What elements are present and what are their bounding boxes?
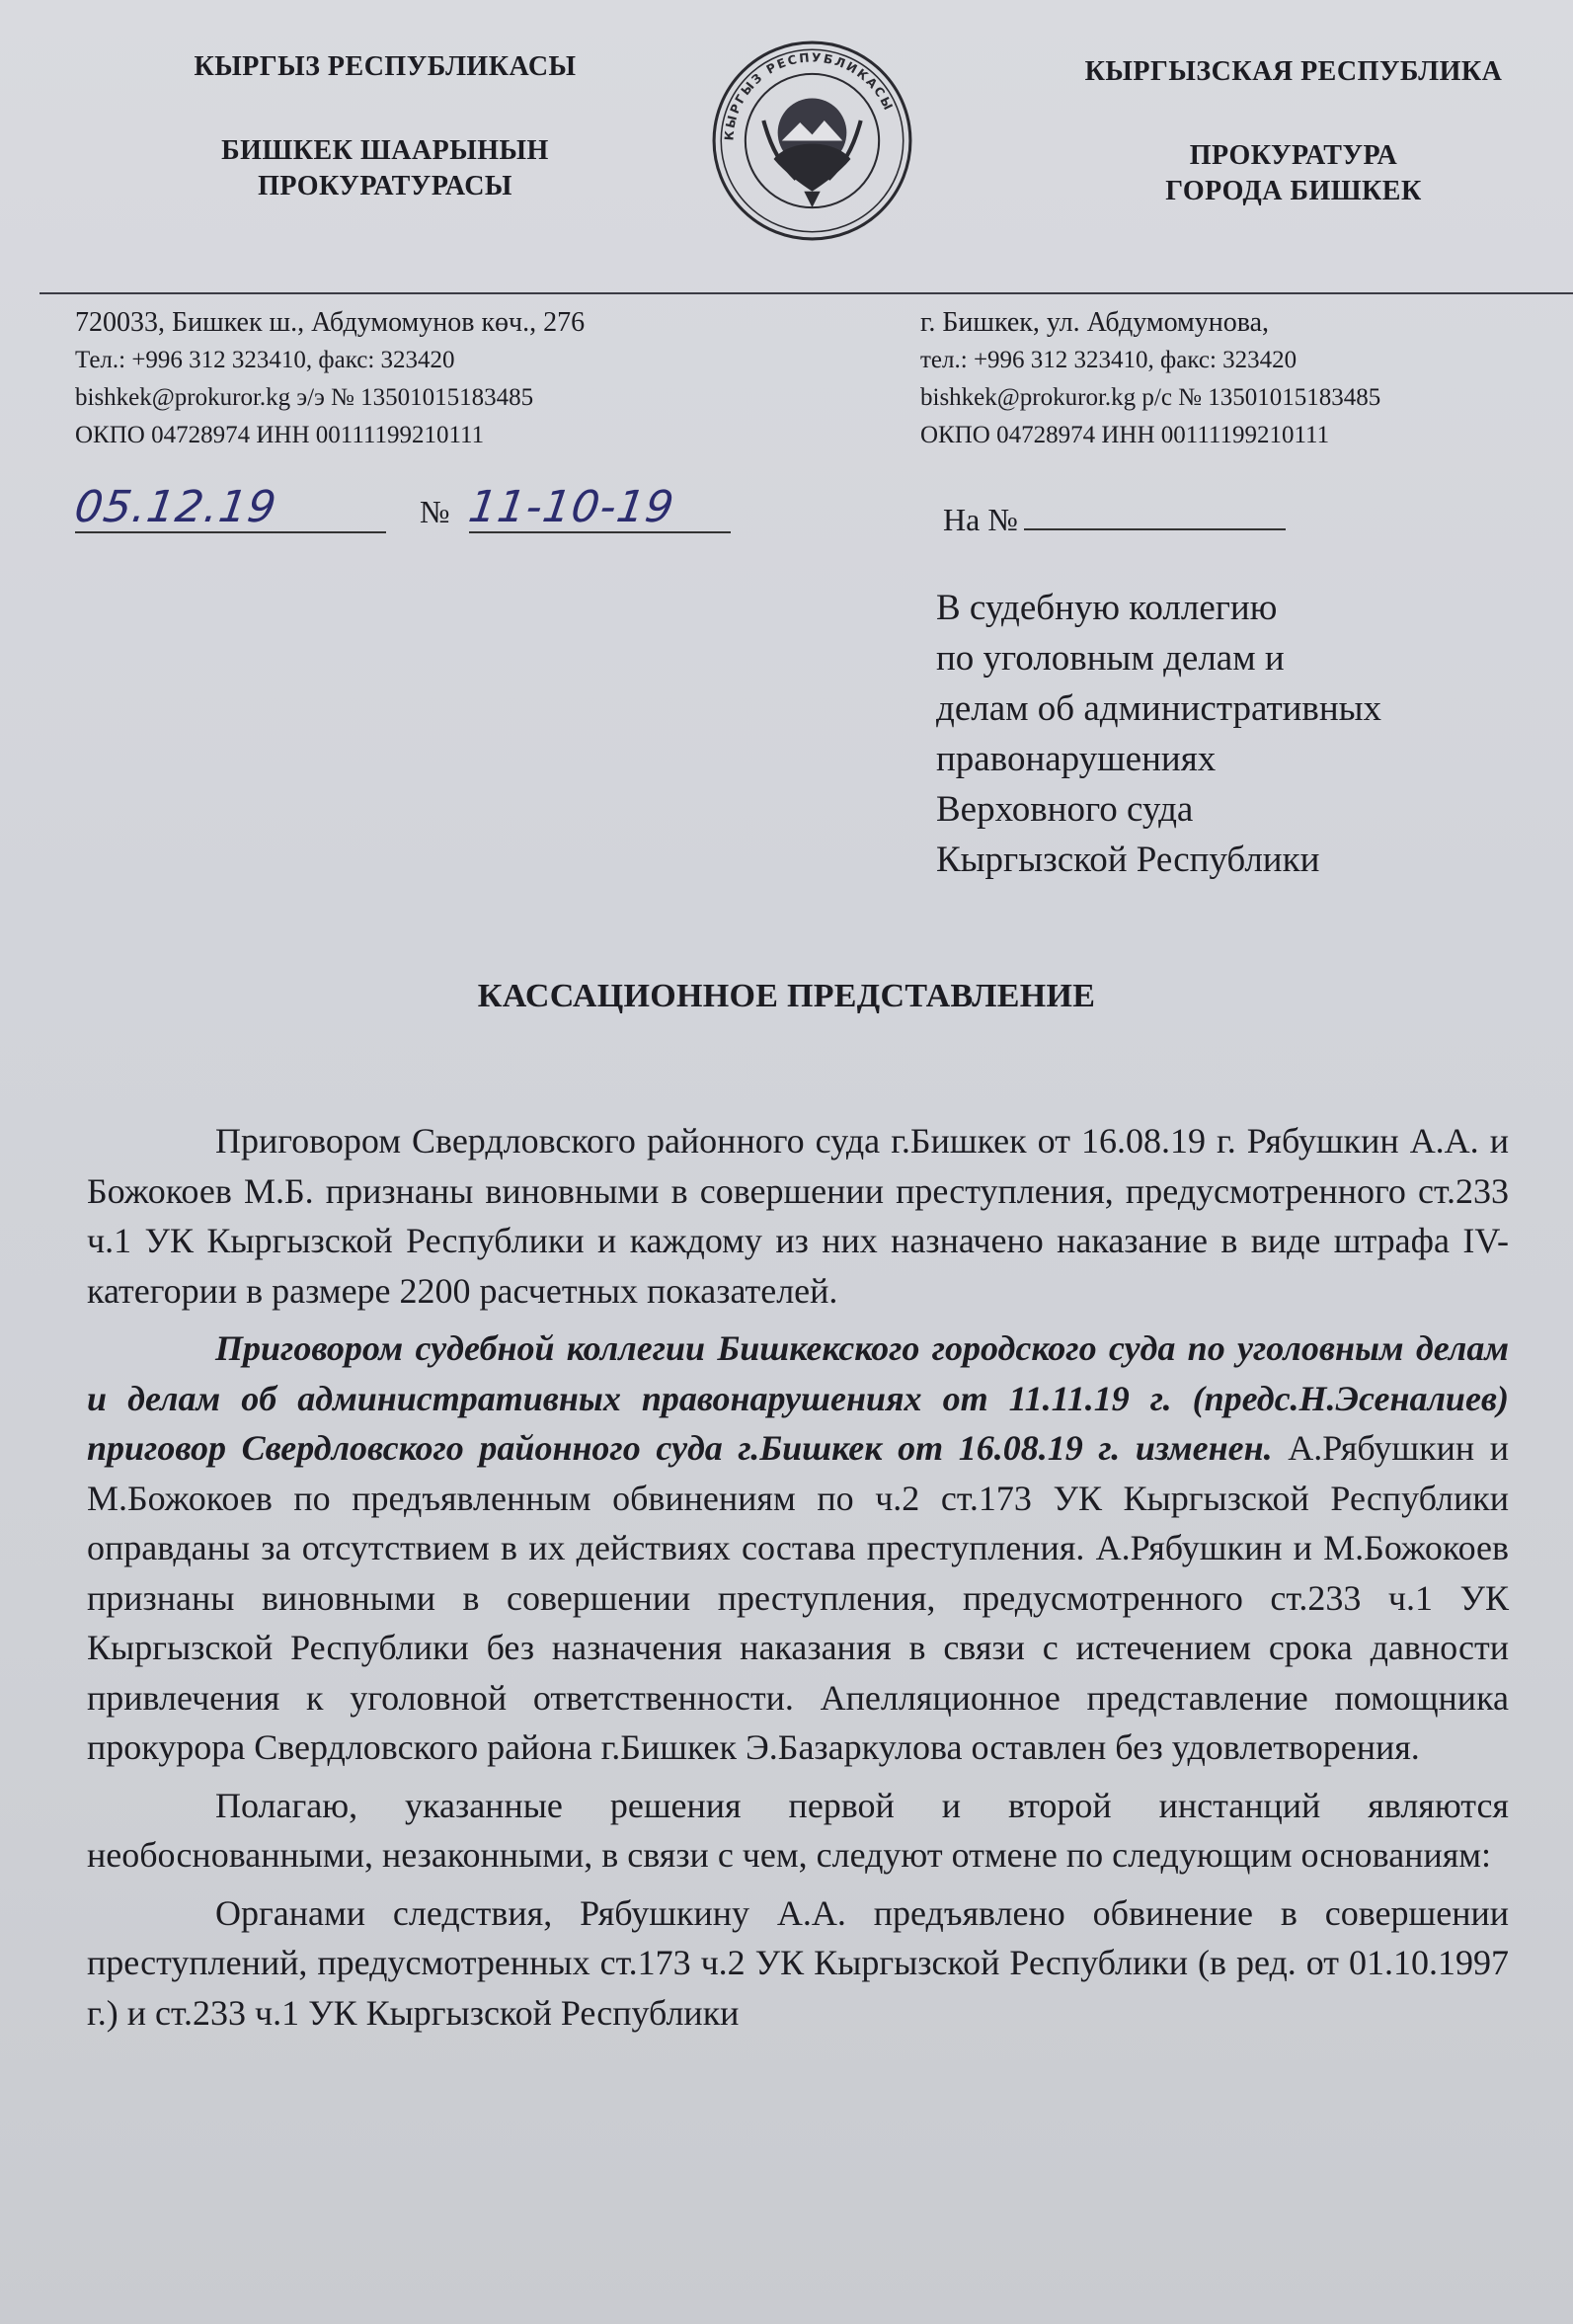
header-ru-org-line2: ГОРОДА БИШКЕК [1165,176,1422,207]
state-emblem-icon [711,40,913,242]
reply-to-number [943,502,1286,538]
body-paragraph-2 [87,1323,1509,1773]
addressee-line: Кыргызской Республики [936,840,1320,880]
addressee-line: правонарушениях [936,739,1217,779]
address-kg-email-account: bishkek@prokuror.kg э/э № 13501015183485 [75,384,534,411]
body-paragraph-2-emphasis: Приговором судебной коллегии Бишкекского городского суда по уголовным делам и делам об административных правонарушениях от 11.11.19 г. (предс.Н.Эсеналиев) приговор Свердловского районного суда г.Бишкек от 16.08.19 г. изменен. [87,1328,1509,1468]
registration-number-label: № [420,494,450,529]
address-ru-codes: ОКПО 04728974 ИНН 00111199210111 [920,422,1330,448]
reply-to-label: На № [943,502,1018,537]
addressee-line: делам об административных [936,688,1382,729]
header-kg-organization [109,133,662,205]
body-paragraph-1: Приговором Свердловского районного суда г.Бишкек от 16.08.19 г. Рябушкин А.А. и Божокоев М.Б. признаны виновными в совершении преступления, предусмотренного ст.233 ч.1 УК Кыргызской Республики и каждому из них назначено наказание в виде штрафа IV-категории в размере 2200 расчетных показателей. [87,1121,1509,1311]
address-ru-phone: тел.: +996 312 323410, факс: 323420 [920,347,1298,373]
addressee-line: по уголовным делам и [936,638,1285,679]
header-ru-country: КЫРГЫЗСКАЯ РЕСПУБЛИКА [1084,56,1503,87]
registration-number-field [465,482,731,533]
header-kg-country: КЫРГЫЗ РЕСПУБЛИКАСЫ [194,51,577,82]
header-ru-org-line1: ПРОКУРАТУРА [1189,140,1398,171]
body-paragraph-3: Полагаю, указанные решения первой и второй инстанций являются необоснованными, незаконными, в связи с чем, следуют отмене по следующим основаниям: [87,1785,1509,1875]
address-block-ru [920,304,1380,454]
address-block-kg [75,304,585,454]
body-paragraph-4: Органами следствия, Рябушкину А.А. предъявлено обвинение в совершении преступлений, предусмотренных ст.173 ч.2 УК Кыргызской Республики (в ред. от 01.10.1997 г.) и ст.233 ч.1 УК Кыргызской Республики [87,1892,1509,2033]
addressee-line: Верховного суда [936,789,1194,830]
addressee-block [936,583,1381,885]
registration-date-field [71,482,386,533]
addressee-line: В судебную коллегию [936,588,1278,628]
registration-date: 05.12.19 [71,482,280,532]
document-body [87,1116,1509,2045]
address-kg-line1: 720033, Бишкек ш., Абдумомунов көч., 276 [75,307,586,338]
address-kg-phone: Тел.: +996 312 323410, факс: 323420 [75,347,455,373]
header-divider [39,292,1573,294]
registration-number: 11-10-19 [465,482,678,532]
address-ru-email-account: bishkek@prokuror.kg р/с № 13501015183485 [920,384,1381,411]
address-ru-line1: г. Бишкек, ул. Абдумомунова, [920,307,1270,338]
reply-to-blank [1024,528,1286,530]
address-kg-codes: ОКПО 04728974 ИНН 00111199210111 [75,422,485,448]
emblem-ring-text: КЫРГЫЗ РЕСПУБЛИКАСЫ [722,50,897,141]
header-kg-org-line2: ПРОКУРАТУРАСЫ [258,171,512,202]
document-title: КАССАЦИОННОЕ ПРЕДСТАВЛЕНИЕ [477,978,1096,1014]
header-kg-org-line1: БИШКЕК ШААРЫНЫН [221,135,549,166]
header-ru-organization [1017,138,1570,210]
body-paragraph-2-text: А.Рябушкин и М.Божокоев по предъявленным обвинениям по ч.2 ст.173 УК Кыргызской Республики оправданы за отсутствием в их действиях состава преступления. А.Рябушкин и М.Божокоев признаны виновными в совершении преступления, предусмотренного ст.233 ч.1 УК Кыргызской Республики без назначения наказания в связи с истечением срока давности привлечения к уголовной ответственности. Апелляционное представление помощника прокурора Свердловского района г.Бишкек Э.Базаркулова оставлен без удовлетворения. [87,1428,1509,1767]
